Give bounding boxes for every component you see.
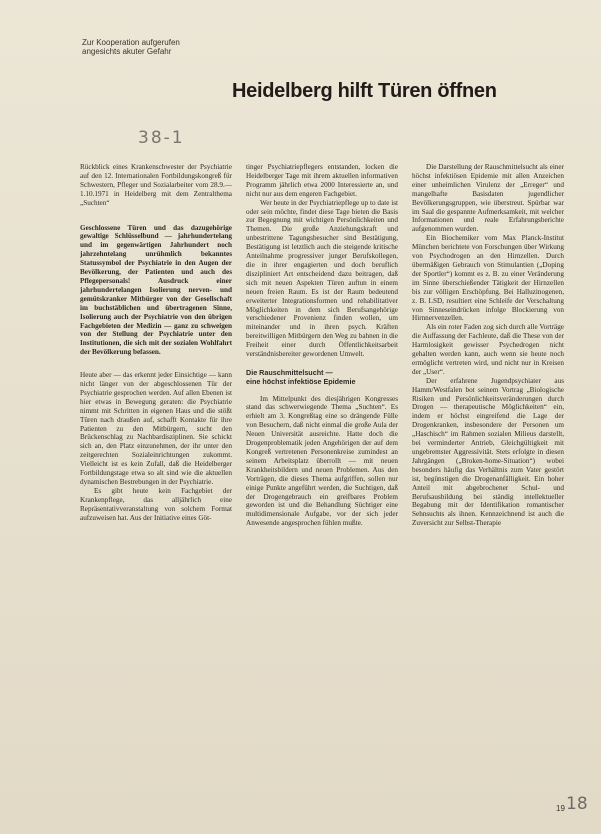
body-paragraph: Es gibt heute kein Fachgebiet der Krankenpflege, das alljährlich eine Repräsentativveranstaltung von solchem Format aufzuweisen hat. Aus der Initiative eines Göt- bbox=[80, 486, 232, 522]
body-paragraph: Ein Biochemiker vom Max Planck-Institut München berichtete von Forschungen über Wirkung von Psychodrogen an den Hirnzellen. Durch übermäßigen Gebrauch von Stimulantien („Doping der Sportler“) kommt es z. B. zu einer Veränderung im Sinne überschießender Tätigkeit der Hirnzellen bis zur völligen Erschöpfung. Bei Halluzinogenen, z. B. LSD, resultiert eine Schleife der Verschaltung von Sinneseindrücken infolge Blockierung von Hirnnervenzellen. bbox=[412, 234, 564, 323]
kicker bbox=[82, 38, 180, 56]
kicker-line-1: Zur Kooperation aufgerufen bbox=[82, 38, 180, 47]
subhead-line-2: eine höchst infektiöse Epidemie bbox=[246, 376, 356, 386]
body-paragraph: Die Darstellung der Rauschmittelsucht als einer höchst infektiösen Epidemie mit allen Anzeichen einer unheimlichen Virulenz der „Erreger“ und mangelhafte Basisdaten jugendlicher Bevölkerungsgruppen, wie überstreut. Spürbar war im Saal die gespannte Aufmerksamkeit, mit welcher Informationen und reale Erfahrungsberichte aufgenommen wurden. bbox=[412, 163, 564, 234]
body-paragraph: Im Mittelpunkt des diesjährigen Kongresses stand das schwerwiegende Thema „Suchten“. Es erhielt am 3. Kongreßtag eine so drängende Fülle von Besuchern, daß nicht einmal die große Aula der Neuen Universität ausreichte. Hatte doch die Drogenproblematik jeden Angehörigen der auf dem Kongreß vertretenen Personenkreise zumindest an seinem Arbeitsplatz überrollt — mit neuen Krankheitsbildern und neuen Problemen. Aus den Vorträgen, die dieses Thema aufgriffen, sollen nur einige Punkte angeführt werden, die Suchtigen, daß der Drogengebrauch ein greifbares Problem geworden ist und die Behandlung Süchtiger eine multidimensionale Aufgabe, vor der sich jeder Anwesende angesprochen fühlen mußte. bbox=[246, 394, 398, 528]
body-paragraph: Wer heute in der Psychiatriepflege up to date ist oder sein möchte, findet diese Tage bieten die Basis zur Begegnung mit wichtigen Persönlichkeiten und Themen. Die große Anziehungskraft und unbestrittene Tagungsbesucher sind Bestätigung, Bestätigung ist letztlich auch die steigende kritische Anteilnahme progressiver junger Berufskollegen, die in ihrer engagierten und doch beruflich diszipliniert Art entscheidend dazu beitragen, daß sich mit neuen Aspekten Türen auftun in einem neuen freien Raum. Es ist der Raum bedeutend erweiterter Integrationsformen und rehabilitativer Möglichkeiten in dem sich Berufsangehörige verschiedener Provenienz finden wollen, um miteinander und in ihren psych. Kräften bereitwilligen Mitbürgern den Weg zu bahnen in die Freiheit einer durch Öffentlichkeitsarbeit verständnisbereiter gewordenen Umwelt. bbox=[246, 198, 398, 359]
body-paragraph: Der erfahrene Jugendpsychiater aus Hamm/Westfalen bot seinem Vortrag „Biologische Risiken und Persönlichkeitsveränderungen durch Drogen — therapeutische Möglichkeiten“ ein, indem er höchst eingreifend die Lage der Drogenkranken, insbesondere der Personen um „Haschisch“ im Rahmen sozialen Milieus darstellt, bei verminderter Antrieb, Gleichgültigkeit mit ungebremster Aggressivität. Stets erfolgte in diesen Jahrgängen („Broken-home-Situation“) wobei besonders häufig das Verhältnis zum Vater gestört ist, begünstigen die Drogenanfälligkeit. Ein hoher Anteil mit abgebrochener Schul- und Berufsausbildung bei ständig intellektueller Begabung mit der Identifikation romantischer Sehnsuchts als ihnen. Kennzeichnend ist auch die Zuversicht zur Selbst-Therapie bbox=[412, 376, 564, 528]
column-2 bbox=[246, 163, 398, 528]
kicker-line-2: angesichts akuter Gefahr bbox=[82, 47, 172, 56]
headline: Heidelberg hilft Türen öffnen bbox=[232, 80, 497, 102]
column-3 bbox=[412, 163, 564, 528]
intro-paragraph: Rückblick eines Krankenschwester der Psychiatrie auf den 12. Internationalen Fortbildungskongreß für Schwestern, Pfleger und Sozialarbeiter vom 28.9.—1.10.1971 in Heidelberg mit dem Zentralthema „Suchten“ bbox=[80, 163, 232, 207]
page-number: 19 bbox=[556, 804, 565, 813]
handwritten-page-number: 18 bbox=[566, 794, 588, 814]
lead-paragraph: Geschlossene Türen und das dazugehörige gewaltige Schlüsselbund — jahrhundertelang und im gegenwärtigen Jahrhundert noch jahrzehntelang unrühmlich bekanntes Statussymbol der Psychiatrie in den Augen der Bevölkerung, der Patienten und auch des Pflegepersonals! Ausdruck einer jahrhundertelangen Isolierung nerven- und gemütskranker Mitbürger von der Gesellschaft im buchstäblichen und übertragenen Sinne, Isolierung auch der Psychiatrie von den übrigen Fachgebieten der Medizin — ganz zu schweigen von der Stellung der Psychiatrie unter den Institutionen, die sich mit der sozialen Wohlfahrt der Bevölkerung befassen. bbox=[80, 223, 232, 357]
handwritten-mark: 38-1 bbox=[138, 128, 185, 148]
body-paragraph: Als ein roter Faden zog sich durch alle Vorträge die Auffassung der Fachleute, daß die These von der Harmlosigkeit gewisser Psychedrogen nicht gehalten werden kann, auch wenn sie heute noch ermöglicht vertreten wird, und nicht nur in Kreisen der „User“. bbox=[412, 323, 564, 376]
column-1 bbox=[80, 163, 232, 523]
subhead-line-1: Die Rauschmittelsucht — bbox=[246, 367, 333, 377]
body-paragraph: Heute aber — das erkennt jeder Einsichtige — kann nicht länger von der abgeschlossenen Tür der Psychiatrie gesprochen werden. Auf allen Ebenen ist hier etwas in Bewegung geraten: die Psychiatrie nimmt mit Schritten in eigenen Haus und die stößt Türen nach draußen auf, schafft Kontakte für ihre Patienten zu den Mitbürgern, sucht den Brückenschlag zu Nachbardisziplinen. Sie schickt sich an, den Platz einzunehmen, der ihr unter den zeitgerechten Sozialeinrichtungen zukommt. Vielleicht ist es kein Zufall, daß die Heidelberger Fortbildungstage etwa so alt sind wie die aktuellen dynamischen Bestrebungen in der Psychiatrie. bbox=[80, 371, 232, 486]
body-paragraph: tinger Psychiatriepflegers entstanden, locken die Heidelberger Tage mit ihrem aktuellen informativen Programm jährlich etwa 2000 Interessierte an, und nicht nur aus dem engeren Fachgebiet. bbox=[246, 163, 398, 198]
